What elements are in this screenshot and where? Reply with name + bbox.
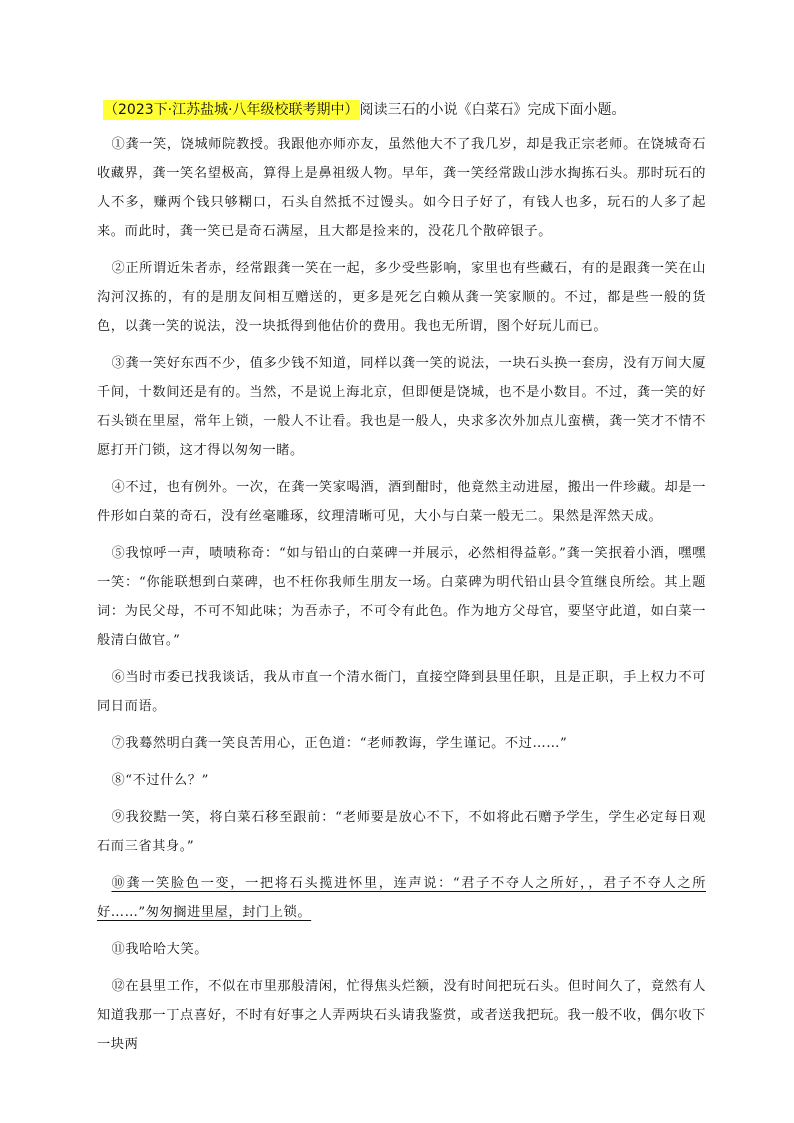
paragraph-6: ⑥当时市委已找我谈话，我从市直一个清水衙门，直接空降到县里任职，且是正职，手上权力不可同日而语。	[97, 670, 706, 714]
question-instruction: 阅读三石的小说《白菜石》完成下面小题。	[359, 102, 626, 118]
paragraph-3: ③龚一笑好东西不少，值多少钱不知道，同样以龚一笑的说法，一块石头换一套房，没有万间大厦千间，十数间还是有的。当然，不是说上海北京，但即便是饶城，也不是小数目。不过，龚一笑的好石头锁在里屋，常年上锁，一般人不让看。我也是一般人，央求多次外加点儿蛮横，龚一笑才不情不愿打开门锁，这才得以匆匆一睹。	[97, 356, 706, 458]
source-tag: （2023下·江苏盐城·八年级校联考期中）	[104, 102, 359, 118]
paragraph-10-underlined: ⑩龚一笑脸色一变，一把将石头揽进怀里，连声说：“君子不夺人之所好，，君子不夺人之所好……”匆匆搁进里屋，封门上锁。	[97, 876, 706, 920]
paragraph-1: ①龚一笑，饶城师院教授。我跟他亦师亦友，虽然他大不了我几岁，却是我正宗老师。在饶城奇石收藏界，龚一笑名望极高，算得上是鼻祖级人物。早年，龚一笑经常跋山涉水掏拣石头。那时玩石的人不多，赚两个钱只够糊口，石头自然抵不过馒头。如今日子好了，有钱人也多，玩石的人多了起来。而此时，龚一笑已是奇石满屋，且大都是捡来的，没花几个散碎银子。	[97, 137, 706, 239]
paragraph-2: ②正所谓近朱者赤，经常跟龚一笑在一起，多少受些影响，家里也有些藏石，有的是跟龚一笑在山沟河汉拣的，有的是朋友间相互赠送的，更多是死乞白赖从龚一笑家顺的。不过，都是些一般的货色，以龚一笑的说法，没一块抵得到他估价的费用。我也无所谓，图个好玩儿而已。	[97, 261, 706, 334]
paragraph-9: ⑨我狡黠一笑，将白菜石移至跟前：“老师要是放心不下，不如将此石赠予学生，学生必定每日观石而三省其身。”	[97, 810, 706, 854]
paragraph-5: ⑤我惊呼一声，啧啧称奇：“如与铅山的白菜碑一并展示，必然相得益彰。”龚一笑抿着小酒，嘿嘿一笑：“你能联想到白菜碑，也不枉你我师生朋友一场。白菜碑为明代铅山县令笪继良所绘。其上题词：为民父母，不可不知此味；为吾赤子，不可令有此色。作为地方父母官，要坚守此道，如白菜一般清白做官。”	[97, 546, 706, 648]
paragraph-7: ⑦我蓦然明白龚一笑良苦用心，正色道：“老师教诲，学生谨记。不过……”	[111, 736, 568, 751]
paragraph-4: ④不过，也有例外。一次，在龚一笑家喝酒，酒到酣时，他竟然主动进屋，搬出一件珍藏。却是一件形如白菜的奇石，没有丝毫雕琢，纹理清晰可见，大小与白菜一般无二。果然是浑然天成。	[97, 480, 706, 524]
question-intro	[103, 98, 706, 122]
paragraph-12: ⑫在县里工作，不似在市里那般清闲，忙得焦头烂额，没有时间把玩石头。但时间久了，竟然有人知道我那一丁点喜好，不时有好事之人弄两块石头请我鉴赏，或者送我把玩。我一般不收，偶尔收下一块两	[97, 979, 706, 1052]
paragraph-11: ⑪我哈哈大笑。	[111, 942, 209, 957]
paragraph-8: ⑧“不过什么？”	[111, 773, 209, 788]
